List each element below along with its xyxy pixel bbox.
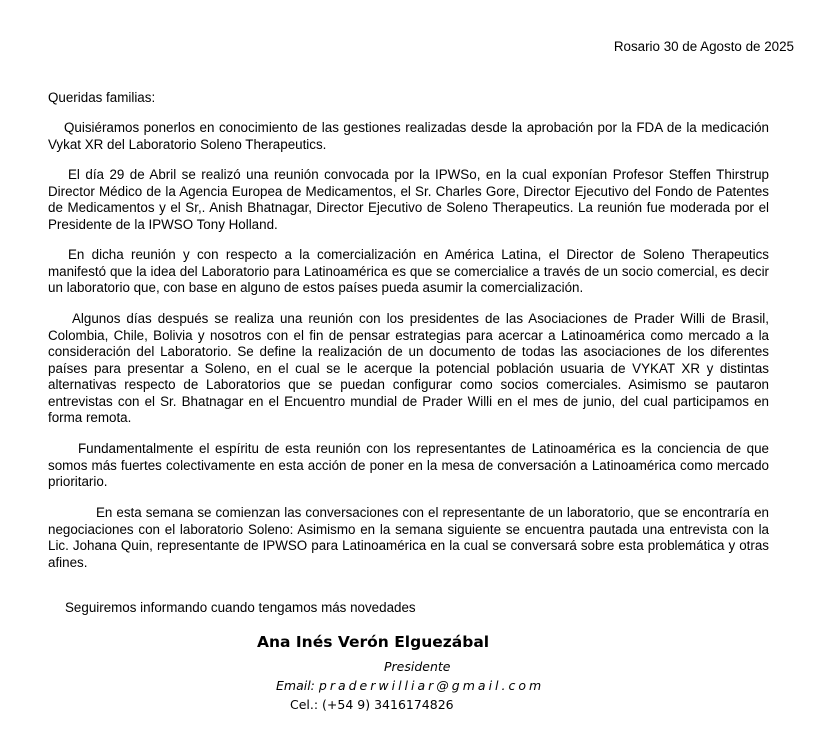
email-label: Email: — [276, 678, 315, 693]
signer-phone: Cel.: (+54 9) 3416174826 — [290, 697, 454, 712]
paragraph-collective-spirit: Fundamentalmente el espíritu de esta reunión con los representantes de Latinoamérica es la conciencia de que somos más fuertes colectivamente en esta acción de poner en la mesa de conversación a Latinoamérica como mercado prioritario. — [48, 441, 769, 489]
paragraph-upcoming-conversations: En esta semana se comienzan las conversaciones con el representante de un laboratorio, que se encontraría en negociaciones con el laboratorio Soleno: Asimismo en la semana siguiente se encuentra pautada una entrevista con la Lic. Johana Quin, representante de IPWSO para Latinoamérica en la cual se conversará sobre esta problemática y otras afines. — [48, 505, 769, 570]
paragraph-ipwso-meeting: El día 29 de Abril se realizó una reunión convocada por la IPWSo, en la cual exponían Profesor Steffen Thirstrup Director Médico de la Agencia Europea de Medicamentos, el Sr. Charles Gore, Director Ejecutivo del Fondo de Patentes de Medicamentos y el Sr,. Anish Bhatnagar, Director Ejecutivo de Soleno Therapeutics. La reunión fue moderada por el Presidente de la IPWSO Tony Holland. — [48, 167, 769, 232]
paragraph-fda-approval: Quisiéramos ponerlos en conocimiento de las gestiones realizadas desde la aprobación por la FDA de la medicación Vykat XR del Laboratorio Soleno Therapeutics. — [48, 120, 769, 152]
signer-name: Ana Inés Verón Elguezábal — [257, 633, 490, 651]
closing-line: Seguiremos informando cuando tengamos más novedades — [65, 600, 416, 615]
email-address[interactable]: praderwilliar@gmail.com — [318, 678, 545, 693]
paragraph-associations-meeting: Algunos días después se realiza una reunión con los presidentes de las Asociaciones de Prader Willi de Brasil, Colombia, Chile, Bolivia y nosotros con el fin de pensar estrategias para acercar a Latinoamérica como mercado a la consideración del Laboratorio. Se define la realización de un documento de todas las asociaciones de los diferentes países para presentar a Soleno, en el cual se le acerque la potencial población usuaria de VYKAT XR y distintas alternativas respecto de Laboratorios que se puedan configurar como socios comerciales. Asimismo se pautaron entrevistas con el Sr. Bhatnagar en el Encuentro mundial de Prader Willi en el mes de junio, del cual participamos en forma remota. — [48, 311, 769, 425]
greeting: Queridas familias: — [48, 90, 156, 105]
paragraph-latam-commercialization: En dicha reunión y con respecto a la comercialización en América Latina, el Director de Soleno Therapeutics manifestó que la idea del Laboratorio para Latinoamérica es que se comercialice a través de un socio comercial, es decir un laboratorio que, con base en alguno de estos países pueda asumir la comercialización. — [48, 247, 769, 295]
signer-role: Presidente — [384, 659, 451, 674]
place-date: Rosario 30 de Agosto de 2025 — [613, 39, 794, 54]
signer-email — [276, 678, 544, 693]
